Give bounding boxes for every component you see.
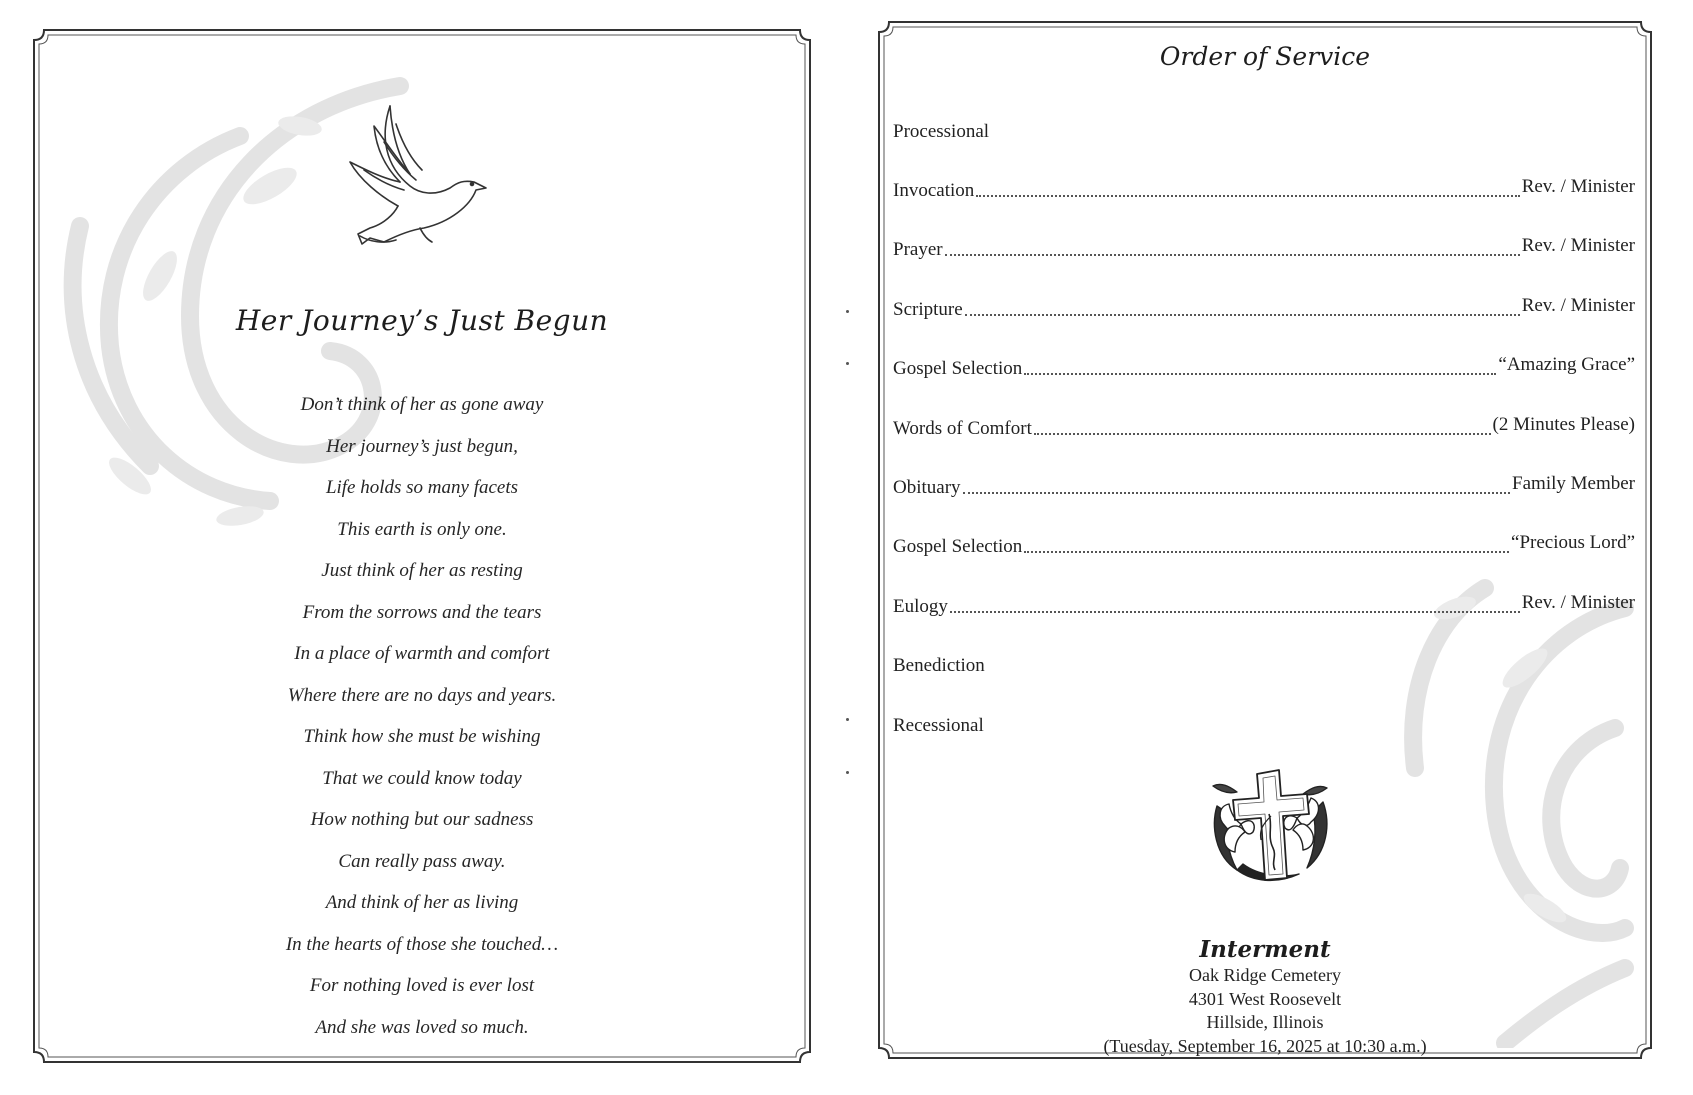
service-item [893,518,1635,577]
poem-line: And think of her as living [325,892,519,913]
service-item-name: Scripture [893,298,963,320]
service-item [893,458,1635,517]
poem-line: That we could know today [322,767,522,789]
order-of-service-page [875,18,1655,1062]
service-item-officiant: (2 Minutes Please) [1492,413,1635,435]
service-item-name: Recessional [893,714,984,736]
order-of-service-title: Order of Service [1159,42,1371,71]
service-item [893,577,1635,636]
cross-with-lilies-icon [1207,766,1333,890]
service-item [893,102,1635,161]
service-item [893,340,1635,399]
dot-leader [976,195,1519,197]
dot-leader [965,314,1520,316]
service-item [893,161,1635,220]
service-item-name: Invocation [893,180,975,202]
poem-line: Can really pass away. [338,850,506,872]
poem-line: In the hearts of those she touched… [285,933,559,955]
poem-line: And she was loved so much. [315,1016,529,1038]
scan-dot [846,771,849,774]
poem-line: In a place of warmth and comfort [294,643,550,664]
poem-line: Don’t think of her as gone away [300,394,544,415]
dot-leader [1024,373,1496,375]
scan-dot [846,362,849,365]
dot-leader [1034,433,1491,435]
interment-datetime: (Tuesday, September 16, 2025 at 10:30 a.m.) [1103,1035,1427,1056]
service-item-officiant: Rev. / Minister [1521,176,1635,198]
poem-line: Her journey’s just begun, [326,435,518,457]
service-item-officiant: “Precious Lord” [1511,532,1635,554]
scan-dot [846,310,849,313]
service-item-officiant: “Amazing Grace” [1498,354,1635,376]
service-item-officiant: Rev. / Minister [1521,591,1635,613]
service-item-name: Obituary [893,477,961,499]
service-item-officiant: Family Member [1512,473,1635,495]
interment-title: Interment [1199,936,1331,963]
poem [30,384,814,1048]
service-item-name: Gospel Selection [893,358,1023,380]
poem-title: Her Journey’s Just Begun [235,304,609,337]
interment-details [875,964,1655,1058]
service-item-name: Gospel Selection [893,536,1023,558]
poem-line: How nothing but our sadness [310,809,534,830]
dot-leader [945,254,1520,256]
service-item [893,696,1635,755]
service-item-officiant: Rev. / Minister [1521,235,1635,257]
service-list [893,102,1635,755]
poem-page [30,26,814,1066]
poem-line: Life holds so many facets [325,477,519,498]
service-item [893,637,1635,696]
poem-line: From the sorrows and the tears [302,601,542,623]
service-item-name: Processional [893,120,990,142]
service-item-name: Words of Comfort [893,417,1032,439]
service-item [893,221,1635,280]
service-item [893,399,1635,458]
poem-line: This earth is only one. [337,518,507,540]
service-item-name: Eulogy [893,595,948,617]
scan-dot [846,718,849,721]
poem-line: For nothing loved is ever lost [309,975,535,996]
cemetery-city: Hillside, Illinois [1206,1012,1324,1032]
cemetery-address: 4301 West Roosevelt [1188,988,1342,1009]
service-item-name: Benediction [893,655,985,677]
dot-leader [950,611,1520,613]
poem-line: Think how she must be wishing [303,726,541,747]
service-item-name: Prayer [893,239,943,261]
poem-line: Just think of her as resting [321,560,523,581]
dove-icon [340,96,500,266]
dot-leader [1024,551,1509,553]
poem-line: Where there are no days and years. [287,684,557,706]
dot-leader [963,492,1511,494]
cemetery-name: Oak Ridge Cemetery [1189,965,1341,985]
service-item [893,280,1635,339]
service-item-officiant: Rev. / Minister [1521,294,1635,316]
